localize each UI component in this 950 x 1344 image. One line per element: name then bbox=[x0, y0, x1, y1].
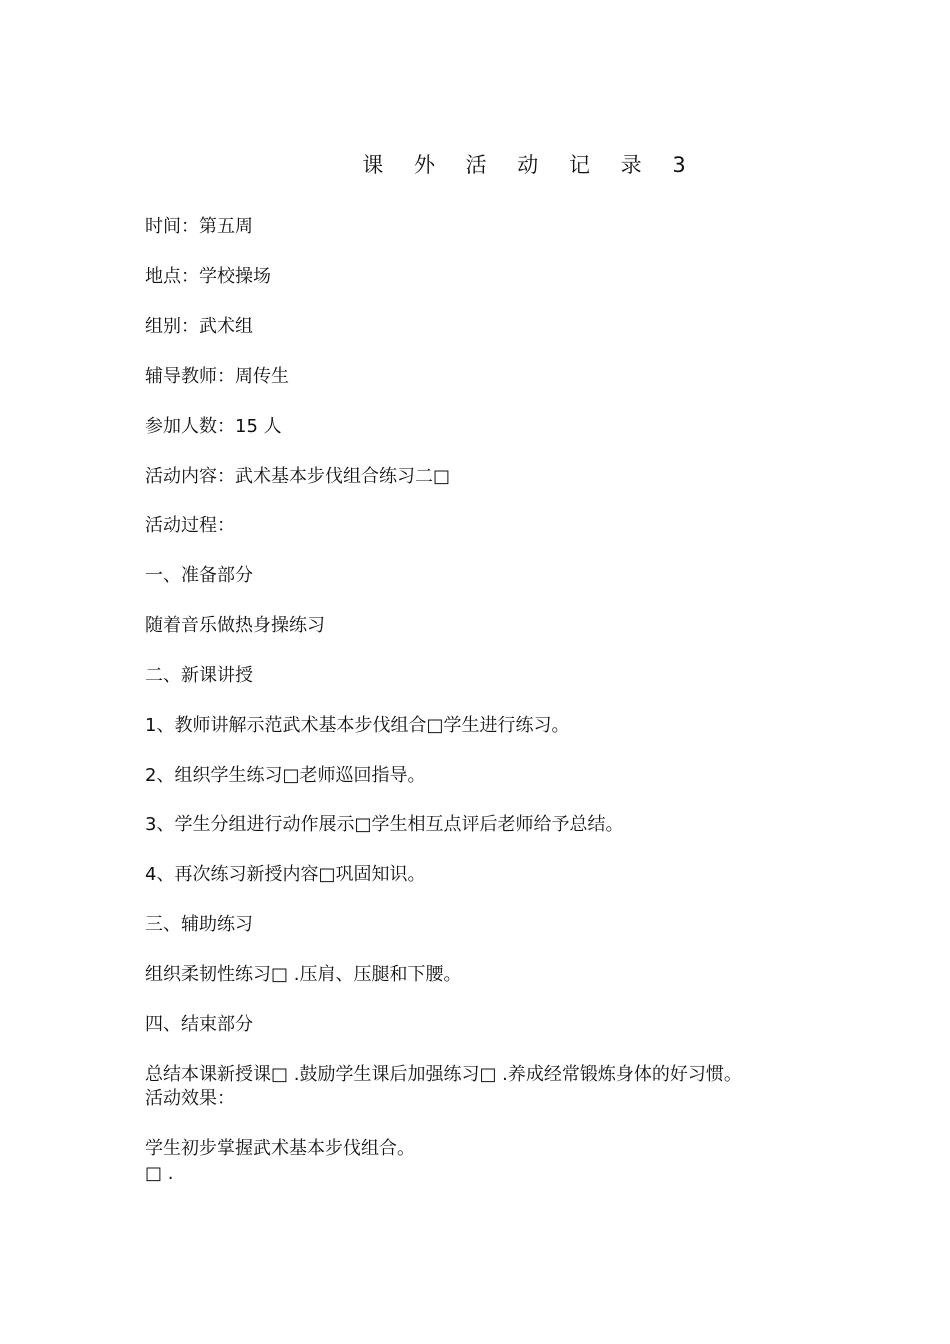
section-two-heading: 二、新课讲授 bbox=[145, 665, 253, 686]
section-four-text: 总结本课新授课□ .鼓励学生课后加强练习□ .养成经常锻炼身体的好习惯。 bbox=[145, 1064, 742, 1085]
activity-effect-text: 学生初步掌握武术基本步伐组合。 bbox=[145, 1138, 415, 1159]
section-three-heading: 三、辅助练习 bbox=[145, 914, 253, 935]
section-four-heading: 四、结束部分 bbox=[145, 1014, 253, 1035]
document-title: 课 外 活 动 记 录 3 bbox=[362, 153, 698, 177]
trailing-mark: □ . bbox=[145, 1163, 174, 1184]
location-line: 地点：学校操场 bbox=[145, 266, 271, 287]
time-line: 时间：第五周 bbox=[145, 216, 253, 237]
activity-effect-heading: 活动效果： bbox=[145, 1088, 235, 1109]
teacher-line: 辅导教师：周传生 bbox=[145, 366, 289, 387]
section-one-heading: 一、准备部分 bbox=[145, 565, 253, 586]
activity-process-heading: 活动过程： bbox=[145, 515, 235, 536]
step-four-text: 4、再次练习新授内容□巩固知识。 bbox=[145, 864, 426, 885]
participants-line: 参加人数：15 人 bbox=[145, 416, 282, 437]
section-one-text: 随着音乐做热身操练习 bbox=[145, 615, 325, 636]
step-one-text: 1、教师讲解示范武术基本步伐组合□学生进行练习。 bbox=[145, 715, 570, 736]
group-line: 组别：武术组 bbox=[145, 316, 253, 337]
section-three-text: 组织柔韧性练习□ .压肩、压腿和下腰。 bbox=[145, 964, 462, 985]
activity-content-line: 活动内容：武术基本步伐组合练习二□ bbox=[145, 466, 451, 487]
step-two-text: 2、组织学生练习□老师巡回指导。 bbox=[145, 765, 426, 786]
step-three-text: 3、学生分组进行动作展示□学生相互点评后老师给予总结。 bbox=[145, 814, 624, 835]
